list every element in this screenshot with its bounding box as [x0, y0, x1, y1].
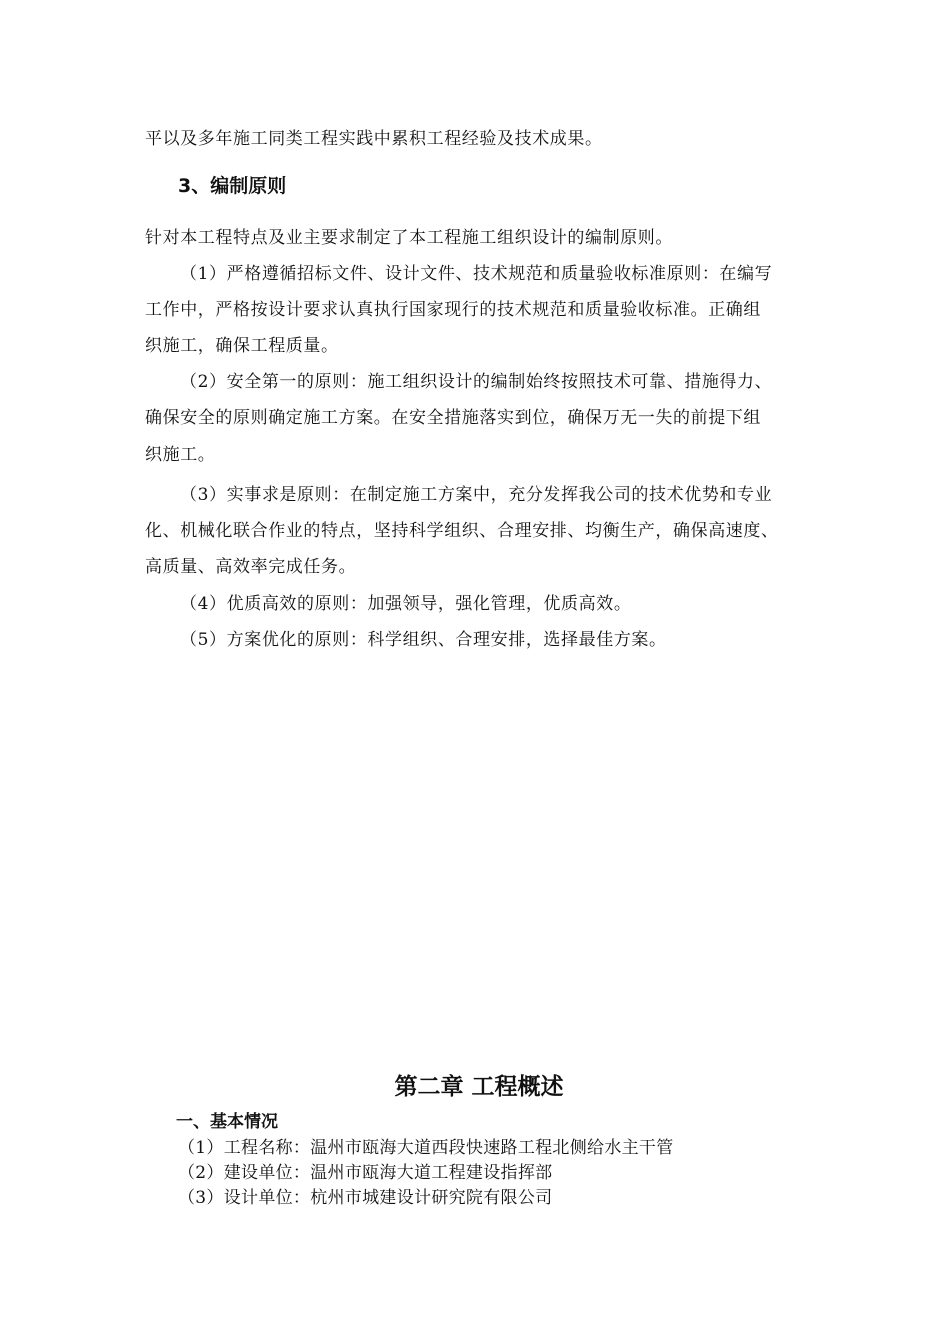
- principle-3-line-3: 高质量、高效率完成任务。: [145, 557, 357, 577]
- continuation-paragraph-line: 平以及多年施工同类工程实践中累积工程经验及技术成果。: [145, 129, 603, 149]
- section-heading: 3、编制原则: [178, 175, 287, 197]
- chapter-title: 第二章 工程概述: [394, 1074, 564, 1100]
- principle-4-line-1: （4）优质高效的原则：加强领导，强化管理，优质高效。: [180, 594, 632, 614]
- principle-1-line-1: （1）严格遵循招标文件、设计文件、技术规范和质量验收标准原则：在编写: [180, 264, 773, 284]
- project-info-designer: （3）设计单位：杭州市城建设计研究院有限公司: [178, 1188, 553, 1208]
- section-intro: 针对本工程特点及业主要求制定了本工程施工组织设计的编制原则。: [145, 228, 673, 248]
- principle-1-line-2: 工作中，严格按设计要求认真执行国家现行的技术规范和质量验收标准。正确组: [145, 300, 761, 320]
- chapter-subheading: 一、基本情况: [176, 1112, 278, 1132]
- principle-2-line-2: 确保安全的原则确定施工方案。在安全措施落实到位，确保万无一失的前提下组: [145, 408, 761, 428]
- principle-2-line-3: 织施工。: [145, 445, 216, 465]
- principle-3-line-2: 化、机械化联合作业的特点，坚持科学组织、合理安排、均衡生产，确保高速度、: [145, 521, 779, 541]
- project-info-owner: （2）建设单位：温州市瓯海大道工程建设指挥部: [178, 1163, 553, 1183]
- principle-2-line-1: （2）安全第一的原则：施工组织设计的编制始终按照技术可靠、措施得力、: [180, 372, 773, 392]
- principle-1-line-3: 织施工，确保工程质量。: [145, 336, 339, 356]
- principle-5-line-1: （5）方案优化的原则：科学组织、合理安排，选择最佳方案。: [180, 630, 667, 650]
- principle-3-line-1: （3）实事求是原则：在制定施工方案中，充分发挥我公司的技术优势和专业: [180, 485, 773, 505]
- project-info-name: （1）工程名称：温州市瓯海大道西段快速路工程北侧给水主干管: [178, 1138, 674, 1158]
